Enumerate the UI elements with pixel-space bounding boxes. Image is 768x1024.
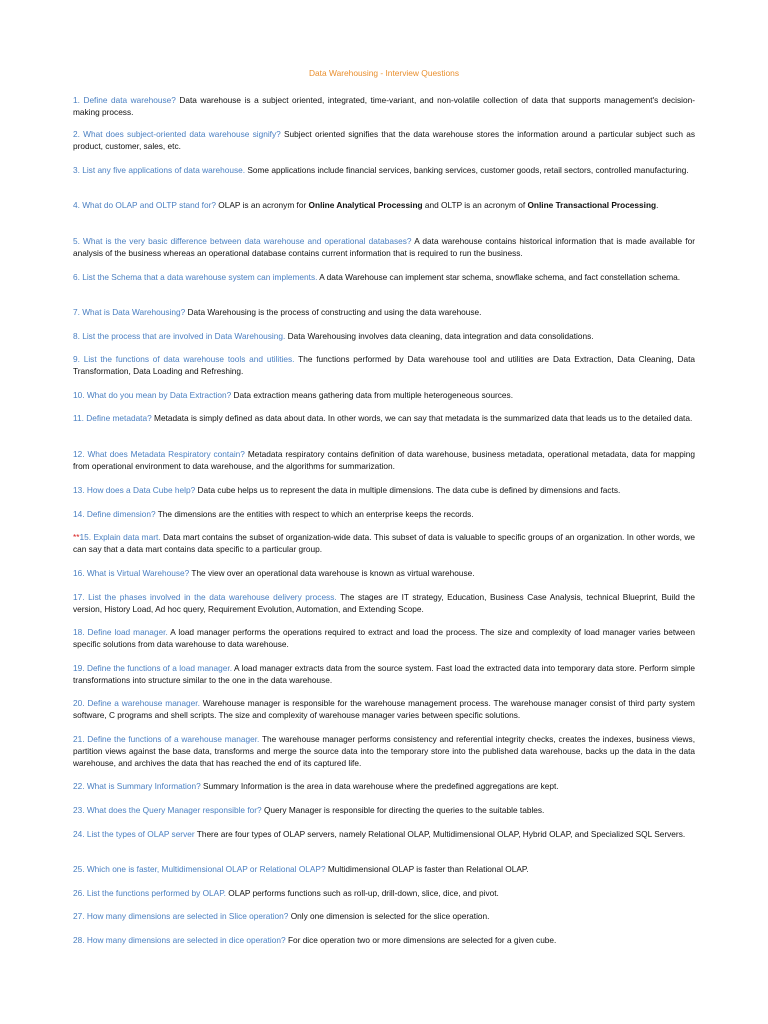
answer-10: Data extraction means gathering data from multiple heterogeneous sources. [233, 390, 514, 400]
question-7: 7. What is Data Warehousing? [73, 307, 186, 317]
question-27: 27. How many dimensions are selected in Slice operation? [73, 911, 289, 921]
answer-24: There are four types of OLAP servers, namely Relational OLAP, Multidimensional OLAP, Hybrid OLAP, and Specialized SQL Servers. [196, 829, 686, 839]
qa-item-1 [73, 94, 695, 118]
question-15: 15. Explain data mart. [79, 532, 161, 542]
question-24: 24. List the types of OLAP server [73, 829, 195, 839]
qa-item-8 [73, 330, 695, 342]
answer-27: Only one dimension is selected for the slice operation. [290, 911, 490, 921]
importance-marker: ** [73, 532, 80, 542]
answer-25: Multidimensional OLAP is faster than Relational OLAP. [327, 864, 529, 874]
answer-17: The stages are IT strategy, Education, Business Case Analysis, technical Blueprint, Build the version, History Load, Ad hoc query, Requirement Evolution, Automation, and Extending Scope. [73, 592, 696, 614]
answer-4-olap-term: Online Analytical Processing [308, 200, 423, 210]
answer-19: A load manager extracts data from the source system. Fast load the extracted data into temporary data store. Perform simple transformations into structure similar to the one in the data warehouse. [73, 663, 695, 685]
qa-item-12 [73, 448, 695, 472]
question-12: 12. What does Metadata Respiratory contain? [73, 449, 245, 459]
qa-item-2 [73, 128, 695, 152]
answer-4-oltp-term: Online Transactional Processing [527, 200, 657, 210]
question-3: 3. List any five applications of data warehouse. [73, 165, 246, 175]
document-title: Data Warehousing - Interview Questions [308, 68, 460, 78]
question-25: 25. Which one is faster, Multidimensional OLAP or Relational OLAP? [73, 864, 326, 874]
answer-12: Metadata respiratory contains definition of data warehouse, business metadata, operational metadata, data for mapping from operational environment to data warehouse, and the algorithms for summarization. [73, 449, 695, 471]
question-26: 26. List the functions performed by OLAP. [73, 888, 226, 898]
qa-item-4 [73, 199, 695, 211]
question-14: 14. Define dimension? [73, 509, 156, 519]
qa-item-10 [73, 389, 695, 401]
answer-14: The dimensions are the entities with respect to which an enterprise keeps the records. [157, 509, 474, 519]
answer-26: OLAP performs functions such as roll-up, drill-down, slice, dice, and pivot. [228, 888, 499, 898]
qa-item-11 [73, 412, 695, 424]
qa-item-20 [73, 697, 695, 721]
qa-item-22 [73, 780, 695, 792]
qa-item-28 [73, 934, 695, 946]
answer-4-part-2: and OLTP is an acronym of [424, 200, 526, 210]
question-2: 2. What does subject-oriented data warehouse signify? [73, 129, 281, 139]
qa-item-18 [73, 626, 695, 650]
question-23: 23. What does the Query Manager responsible for? [73, 805, 262, 815]
qa-item-5 [73, 235, 695, 259]
question-19: 19. Define the functions of a load manager. [73, 663, 233, 673]
question-1: 1. Define data warehouse? [73, 95, 176, 105]
answer-28: For dice operation two or more dimensions are selected for a given cube. [287, 935, 557, 945]
answer-1: Data warehouse is a subject oriented, integrated, time-variant, and non-volatile collection of data that supports management's decision-making process. [73, 95, 695, 117]
answer-7: Data Warehousing is the process of constructing and using the data warehouse. [187, 307, 482, 317]
question-8: 8. List the process that are involved in Data Warehousing. [73, 331, 286, 341]
question-18: 18. Define load manager. [73, 627, 168, 637]
answer-4-part-1: OLAP is an acronym for [218, 200, 307, 210]
answer-23: Query Manager is responsible for directing the queries to the suitable tables. [263, 805, 545, 815]
qa-item-3 [73, 164, 695, 176]
qa-item-14 [73, 508, 695, 520]
qa-item-24 [73, 828, 695, 840]
question-28: 28. How many dimensions are selected in dice operation? [73, 935, 286, 945]
question-17: 17. List the phases involved in the data warehouse delivery process. [73, 592, 337, 602]
qa-item-27 [73, 910, 695, 922]
answer-18: A load manager performs the operations required to extract and load the process. The size and complexity of load manager varies between specific solutions from data warehouse to data warehouse. [73, 627, 695, 649]
question-16: 16. What is Virtual Warehouse? [73, 568, 190, 578]
qa-item-6 [73, 271, 695, 283]
answer-3: Some applications include financial services, banking services, customer goods, retail sectors, controlled manufacturing. [247, 165, 689, 175]
qa-item-17 [73, 591, 695, 615]
qa-item-23 [73, 804, 695, 816]
answer-4-part-3: . [656, 200, 659, 210]
answer-21: The warehouse manager performs consistency and referential integrity checks, creates the indexes, business views, partition views against the base data, transforms and merge the source data into the temporary store into the published data warehouse, backs up the data in the data warehouse, and archives the data that has reached the end of its captured life. [73, 734, 695, 768]
qa-item-13 [73, 484, 695, 496]
question-22: 22. What is Summary Information? [73, 781, 201, 791]
answer-6: A data Warehouse can implement star schema, snowflake schema, and fact constellation schema. [319, 272, 681, 282]
qa-item-26 [73, 887, 695, 899]
answer-16: The view over an operational data warehouse is known as virtual warehouse. [191, 568, 475, 578]
question-11: 11. Define metadata? [73, 413, 152, 423]
question-10: 10. What do you mean by Data Extraction? [73, 390, 232, 400]
question-21: 21. Define the functions of a warehouse manager. [73, 734, 260, 744]
qa-item-7 [73, 306, 695, 318]
answer-13: Data cube helps us to represent the data in multiple dimensions. The data cube is defined by dimensions and facts. [197, 485, 621, 495]
question-5: 5. What is the very basic difference between data warehouse and operational databases? [73, 236, 412, 246]
answer-15: Data mart contains the subset of organization-wide data. This subset of data is valuable to specific groups of an organization. In other words, we can say that a data mart contains data specific to a particular group. [73, 532, 696, 554]
answer-8: Data Warehousing involves data cleaning, data integration and data consolidations. [287, 331, 594, 341]
question-13: 13. How does a Data Cube help? [73, 485, 196, 495]
answer-22: Summary Information is the area in data warehouse where the predefined aggregations are kept. [203, 781, 559, 791]
qa-item-16 [73, 567, 695, 579]
question-6: 6. List the Schema that a data warehouse system can implements. [73, 272, 318, 282]
answer-20: Warehouse manager is responsible for the warehouse management process. The warehouse manager consist of third party system software, C programs and shell scripts. The size and complexity of warehouse manager varies between specific solutions. [73, 698, 695, 720]
answer-2: Subject oriented signifies that the data warehouse stores the information around a particular subject such as product, customer, sales, etc. [73, 129, 695, 151]
answer-5: A data warehouse contains historical information that is made available for analysis of the business whereas an operational database contains current information that is required to run the business. [73, 236, 695, 258]
qa-item-21 [73, 733, 695, 769]
question-9: 9. List the functions of data warehouse tools and utilities. [73, 354, 295, 364]
qa-item-19 [73, 662, 695, 686]
answer-11: Metadata is simply defined as data about data. In other words, we can say that metadata is the summarized data that leads us to the detailed data. [154, 413, 693, 423]
qa-item-9 [73, 353, 695, 377]
answer-9: The functions performed by Data warehouse tool and utilities are Data Extraction, Data Cleaning, Data Transformation, Data Loading and Refreshing. [73, 354, 695, 376]
qa-item-25 [73, 863, 695, 875]
qa-item-15 [73, 531, 695, 555]
question-20: 20. Define a warehouse manager. [73, 698, 200, 708]
question-4: 4. What do OLAP and OLTP stand for? [73, 200, 216, 210]
